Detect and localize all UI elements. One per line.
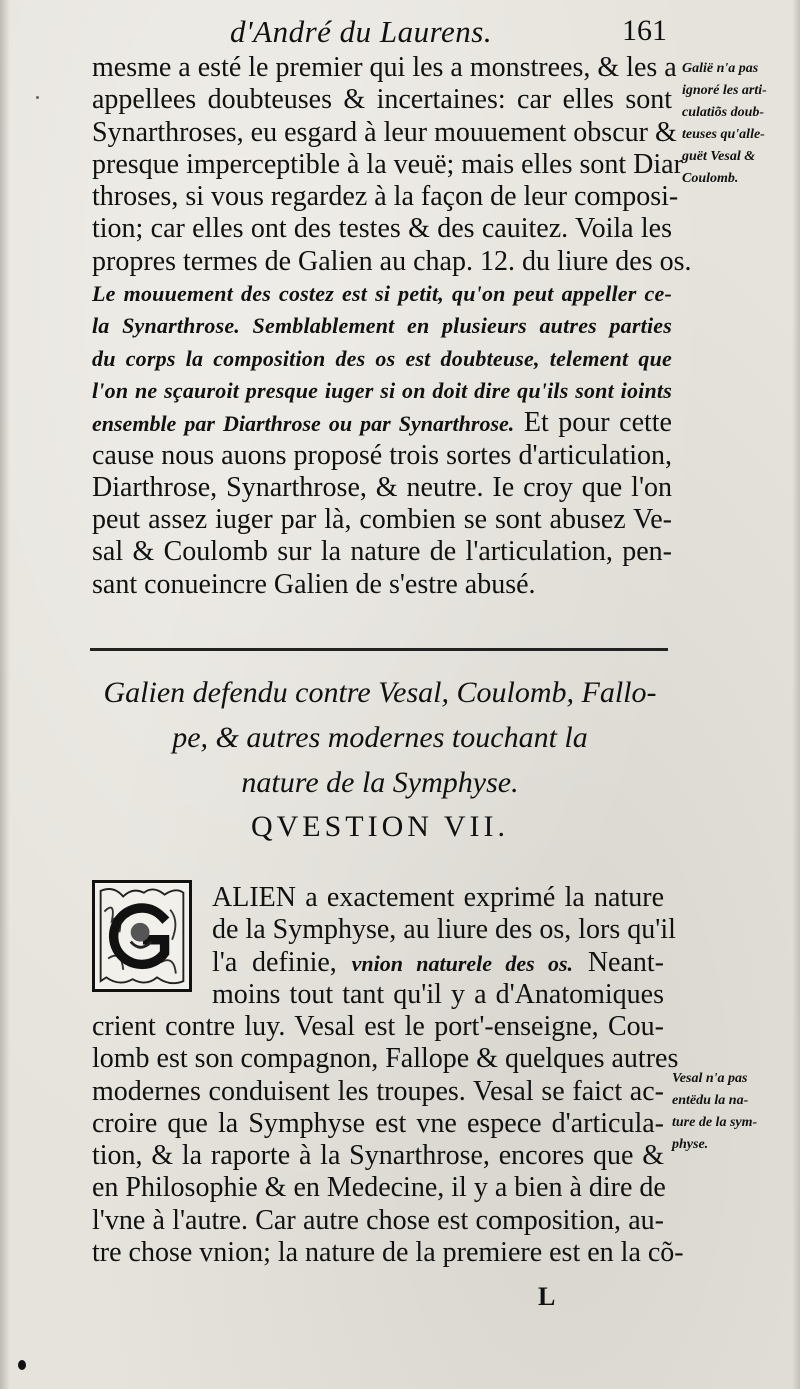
quotation-line: du corps la composition des os est doubteuse, telement que	[92, 345, 672, 371]
text-line: tion, & la raporte à la Synarthrose, encores que &	[92, 1140, 664, 1172]
paragraph-bottom-indented	[212, 882, 676, 1011]
mixed-text-line	[212, 947, 664, 979]
question-heading: QVESTION VII.	[250, 810, 510, 843]
margin-note-line: teuses qu'alle-	[682, 127, 765, 142]
text-line: crient contre luy. Vesal est le port'-enseigne, Cou-	[92, 1011, 664, 1042]
text-line: propres termes de Galien au chap. 12. du liure des os.	[92, 245, 692, 277]
page-edge-shadow	[792, 0, 800, 1389]
mixed-text-line	[92, 407, 672, 439]
text-line: croire que la Symphyse est vne espece d'articula-	[92, 1107, 664, 1139]
margin-note-line: ignoré les arti-	[682, 83, 767, 98]
section-title-line: nature de la Symphyse.	[241, 766, 519, 799]
section-divider	[90, 648, 668, 651]
margin-note-line: ture de la sym-	[672, 1115, 758, 1130]
text-line: mesme a esté le premier qui les a monstrees, & les a	[92, 52, 677, 83]
text-line: l'vne à l'autre. Car autre chose est composition, au-	[92, 1204, 664, 1236]
text-fragment: l'a definie,	[212, 946, 352, 978]
margin-note-line: Coulomb.	[682, 171, 739, 186]
ornament-icon	[95, 883, 189, 989]
text-line: cause nous auons proposé trois sortes d'articulation,	[92, 439, 672, 471]
margin-note-line: physe.	[672, 1137, 709, 1152]
text-line: Synarthroses, eu esgard à leur mouuement obscur &	[92, 116, 677, 148]
text-line: moins tout tant qu'il y a d'Anatomiques	[212, 978, 664, 1010]
paragraph-bottom	[92, 1011, 684, 1269]
margin-note-line: Vesal n'a pas	[672, 1071, 748, 1086]
quotation-fragment: ensemble par Diarthrose ou par Synarthrose.	[92, 411, 515, 437]
page-edge-shadow	[0, 0, 10, 1389]
text-line: sant conueincre Galien de s'estre abusé.	[92, 568, 536, 600]
margin-note-galien	[682, 58, 767, 190]
page-number: 161	[622, 14, 667, 47]
section-title-line: Galien defendu contre Vesal, Coulomb, Fallo-	[103, 676, 657, 709]
text-fragment: Et pour cette	[514, 407, 672, 439]
text-line: sal & Coulomb sur la nature de l'articulation, pen-	[92, 536, 672, 568]
margin-note-line: culatiõs doub-	[682, 105, 765, 120]
quotation-fragment: vnion naturele des os.	[351, 950, 574, 976]
text-fragment: Neant-	[573, 946, 664, 978]
decorated-initial-g	[92, 880, 192, 992]
paragraph-top	[92, 52, 692, 601]
quotation-line: l'on ne sçauroit presque iuger si on doit dire qu'ils sont ioints	[92, 377, 672, 403]
ink-spot	[18, 1360, 26, 1370]
section-title	[100, 670, 660, 805]
margin-note-line: entëdu la na-	[672, 1093, 749, 1108]
text-line: ALIEN a exactement exprimé la nature	[212, 882, 664, 913]
text-line: peut assez iuger par là, combien se sont abusez Ve-	[92, 504, 672, 536]
text-line: throses, si vous regardez à la façon de leur composi-	[92, 181, 679, 213]
running-head: d'André du Laurens.	[230, 14, 493, 49]
margin-note-vesal	[672, 1068, 757, 1156]
text-line: tre chose vnion; la nature de la premiere est en la cõ-	[92, 1237, 684, 1269]
text-line: en Philosophie & en Medecine, il y a bien à dire de	[92, 1172, 666, 1204]
text-line: tion; car elles ont des testes & des cauitez. Voila les	[92, 213, 672, 245]
text-line: presque imperceptible à la veuë; mais elles sont Diar	[92, 148, 683, 180]
quotation-line: Le mouuement des costez est si petit, qu'on peut appeller ce-	[92, 281, 672, 307]
margin-note-line: Galië n'a pas	[682, 61, 759, 76]
text-line: lomb est son compagnon, Fallope & quelques autres	[92, 1043, 679, 1075]
margin-note-line: guët Vesal &	[682, 149, 756, 164]
catchword: L	[538, 1282, 556, 1311]
text-line: de la Symphyse, au liure des os, lors qu'il	[212, 914, 676, 946]
quotation-line: la Synarthrose. Semblablement en plusieurs autres parties	[92, 313, 672, 339]
section-title-line: pe, & autres modernes touchant la	[172, 721, 588, 754]
text-line: Diarthrose, Synarthrose, & neutre. Ie croy que l'on	[92, 471, 672, 503]
text-line: appellees doubteuses & incertaines: car elles sont	[92, 84, 672, 116]
ink-spot	[36, 96, 39, 99]
text-line: modernes conduisent les troupes. Vesal se faict ac-	[92, 1075, 664, 1107]
